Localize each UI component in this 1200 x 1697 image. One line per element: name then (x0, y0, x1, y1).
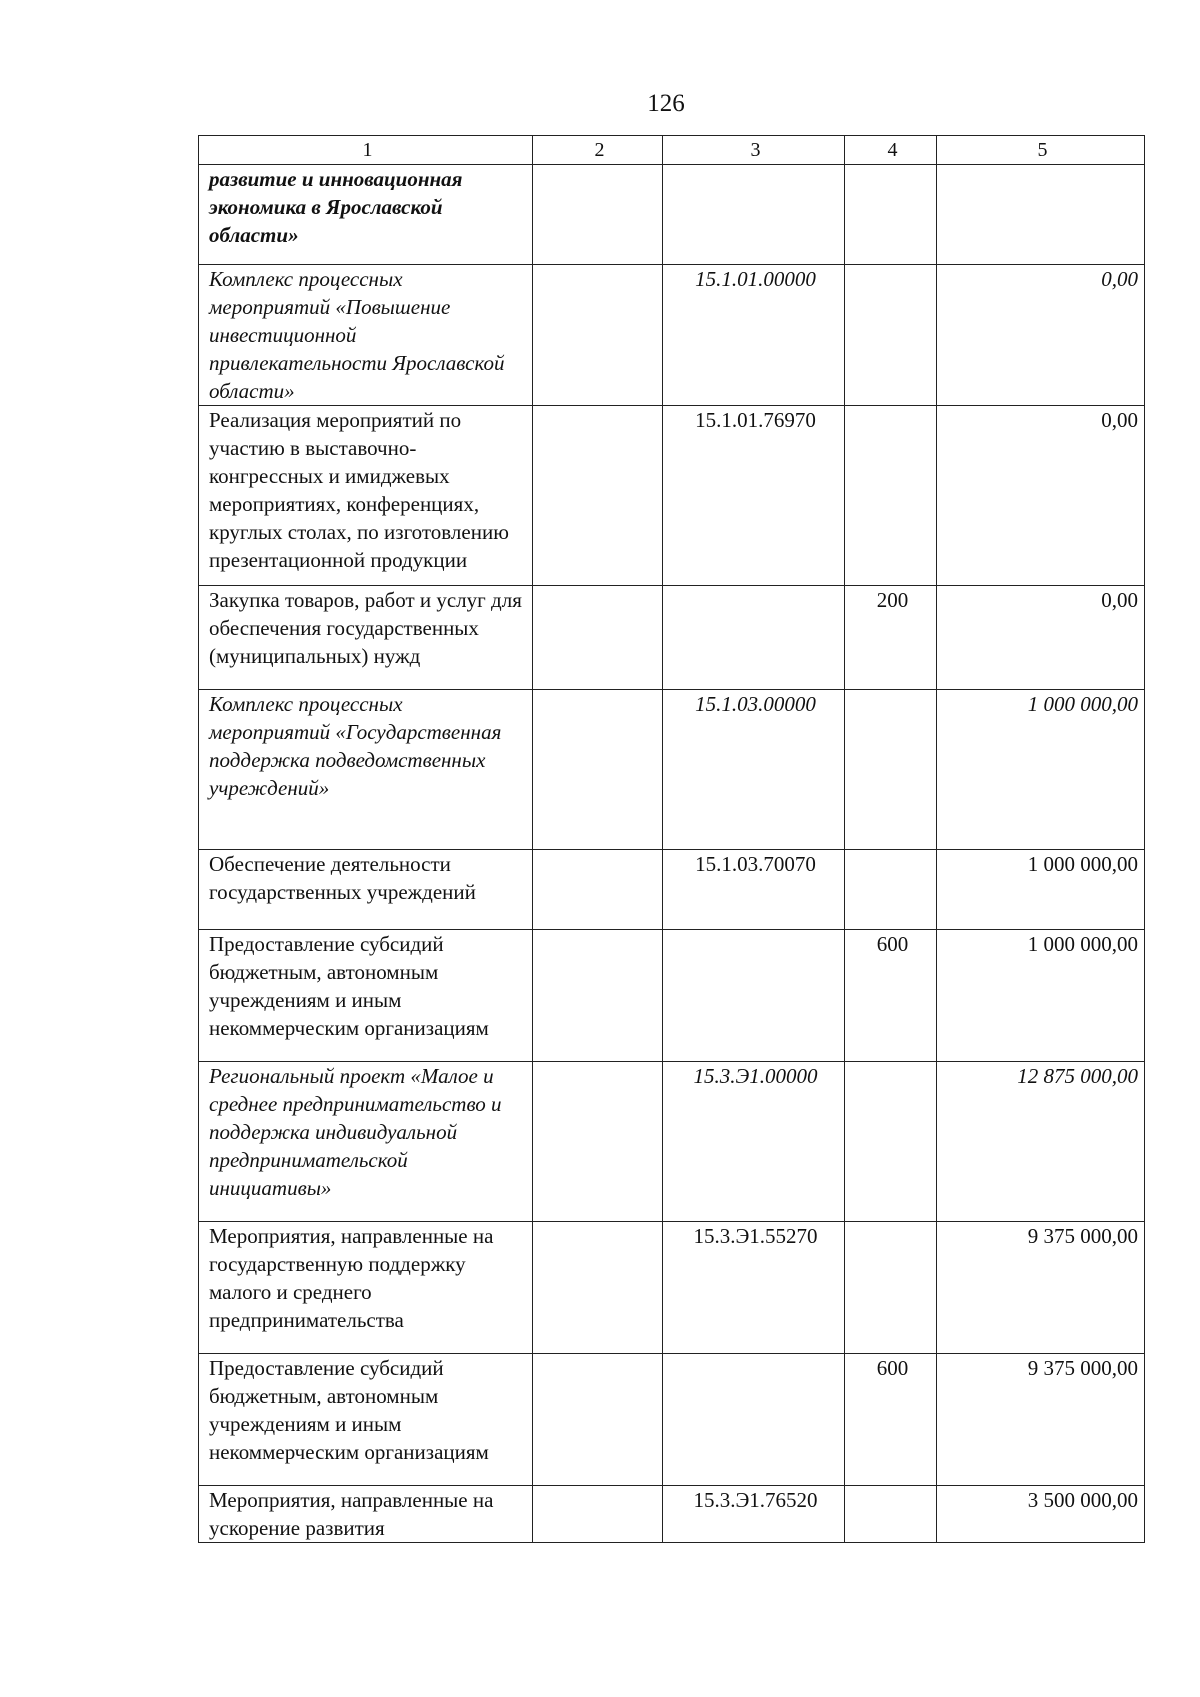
row-amount-cell: 3 500 000,00 (937, 1486, 1145, 1543)
row-expense-type-cell: 600 (845, 1354, 937, 1486)
row-expense-type-cell (845, 1486, 937, 1543)
row-expense-type-cell (845, 690, 937, 850)
row-name-cell: Мероприятия, направленные на государственную поддержку малого и среднего предпринимательства (199, 1222, 533, 1354)
row-col2-cell (533, 586, 663, 690)
row-name-cell: Мероприятия, направленные на ускорение развития (199, 1486, 533, 1543)
row-col2-cell (533, 165, 663, 265)
row-expense-type-cell: 600 (845, 930, 937, 1062)
row-col2-cell (533, 1222, 663, 1354)
header-col-3: 3 (663, 136, 845, 165)
row-col2-cell (533, 265, 663, 406)
row-name-cell: Предоставление субсидий бюджетным, автономным учреждениям и иным некоммерческим организациям (199, 1354, 533, 1486)
row-name-cell: Комплекс процессных мероприятий «Повышение инвестиционной привлекательности Ярославской области» (199, 265, 533, 406)
row-name-cell: Реализация мероприятий по участию в выставочно-конгрессных и имиджевых мероприятиях, конференциях, круглых столах, по изготовлению презентационной продукции (199, 406, 533, 586)
table-row (199, 586, 1145, 690)
page-number: 126 (647, 90, 685, 117)
row-expense-type-cell (845, 165, 937, 265)
row-name-cell: Закупка товаров, работ и услуг для обеспечения государственных (муниципальных) нужд (199, 586, 533, 690)
row-code-cell: 15.1.01.76970 (663, 406, 845, 586)
row-code-cell (663, 1354, 845, 1486)
row-code-cell: 15.1.03.70070 (663, 850, 845, 930)
row-code-cell (663, 930, 845, 1062)
table-row (199, 930, 1145, 1062)
row-col2-cell (533, 1354, 663, 1486)
row-amount-cell: 0,00 (937, 265, 1145, 406)
row-code-cell (663, 586, 845, 690)
row-code-cell: 15.1.03.00000 (663, 690, 845, 850)
row-amount-cell: 1 000 000,00 (937, 850, 1145, 930)
row-code-cell: 15.3.Э1.55270 (663, 1222, 845, 1354)
row-amount-cell: 9 375 000,00 (937, 1222, 1145, 1354)
row-expense-type-cell (845, 406, 937, 586)
row-amount-cell: 0,00 (937, 586, 1145, 690)
table-row (199, 1062, 1145, 1222)
row-code-cell (663, 165, 845, 265)
table-row (199, 265, 1145, 406)
row-name-cell: развитие и инновационная экономика в Ярославской области» (199, 165, 533, 265)
table-row (199, 1222, 1145, 1354)
header-col-4: 4 (845, 136, 937, 165)
row-code-cell: 15.3.Э1.00000 (663, 1062, 845, 1222)
header-col-5: 5 (937, 136, 1145, 165)
row-col2-cell (533, 850, 663, 930)
row-expense-type-cell: 200 (845, 586, 937, 690)
row-expense-type-cell (845, 850, 937, 930)
table-row (199, 165, 1145, 265)
row-code-cell: 15.1.01.00000 (663, 265, 845, 406)
row-amount-cell: 1 000 000,00 (937, 930, 1145, 1062)
row-amount-cell: 12 875 000,00 (937, 1062, 1145, 1222)
row-name-cell: Предоставление субсидий бюджетным, автономным учреждениям и иным некоммерческим организациям (199, 930, 533, 1062)
table-row (199, 850, 1145, 930)
row-col2-cell (533, 1062, 663, 1222)
row-col2-cell (533, 1486, 663, 1543)
row-name-cell: Региональный проект «Малое и среднее предпринимательство и поддержка индивидуальной предпринимательской инициативы» (199, 1062, 533, 1222)
row-amount-cell: 1 000 000,00 (937, 690, 1145, 850)
table-body (199, 165, 1145, 1543)
header-col-2: 2 (533, 136, 663, 165)
row-amount-cell (937, 165, 1145, 265)
row-name-cell: Комплекс процессных мероприятий «Государственная поддержка подведомственных учреждений» (199, 690, 533, 850)
row-amount-cell: 0,00 (937, 406, 1145, 586)
row-name-cell: Обеспечение деятельности государственных учреждений (199, 850, 533, 930)
row-col2-cell (533, 690, 663, 850)
row-col2-cell (533, 930, 663, 1062)
row-code-cell: 15.3.Э1.76520 (663, 1486, 845, 1543)
row-expense-type-cell (845, 265, 937, 406)
table-header-row (199, 136, 1145, 165)
row-col2-cell (533, 406, 663, 586)
row-amount-cell: 9 375 000,00 (937, 1354, 1145, 1486)
row-expense-type-cell (845, 1062, 937, 1222)
table-row (199, 690, 1145, 850)
table-row (199, 1486, 1145, 1543)
table-row (199, 406, 1145, 586)
budget-table (198, 135, 1145, 1543)
header-col-1: 1 (199, 136, 533, 165)
row-expense-type-cell (845, 1222, 937, 1354)
table-row (199, 1354, 1145, 1486)
